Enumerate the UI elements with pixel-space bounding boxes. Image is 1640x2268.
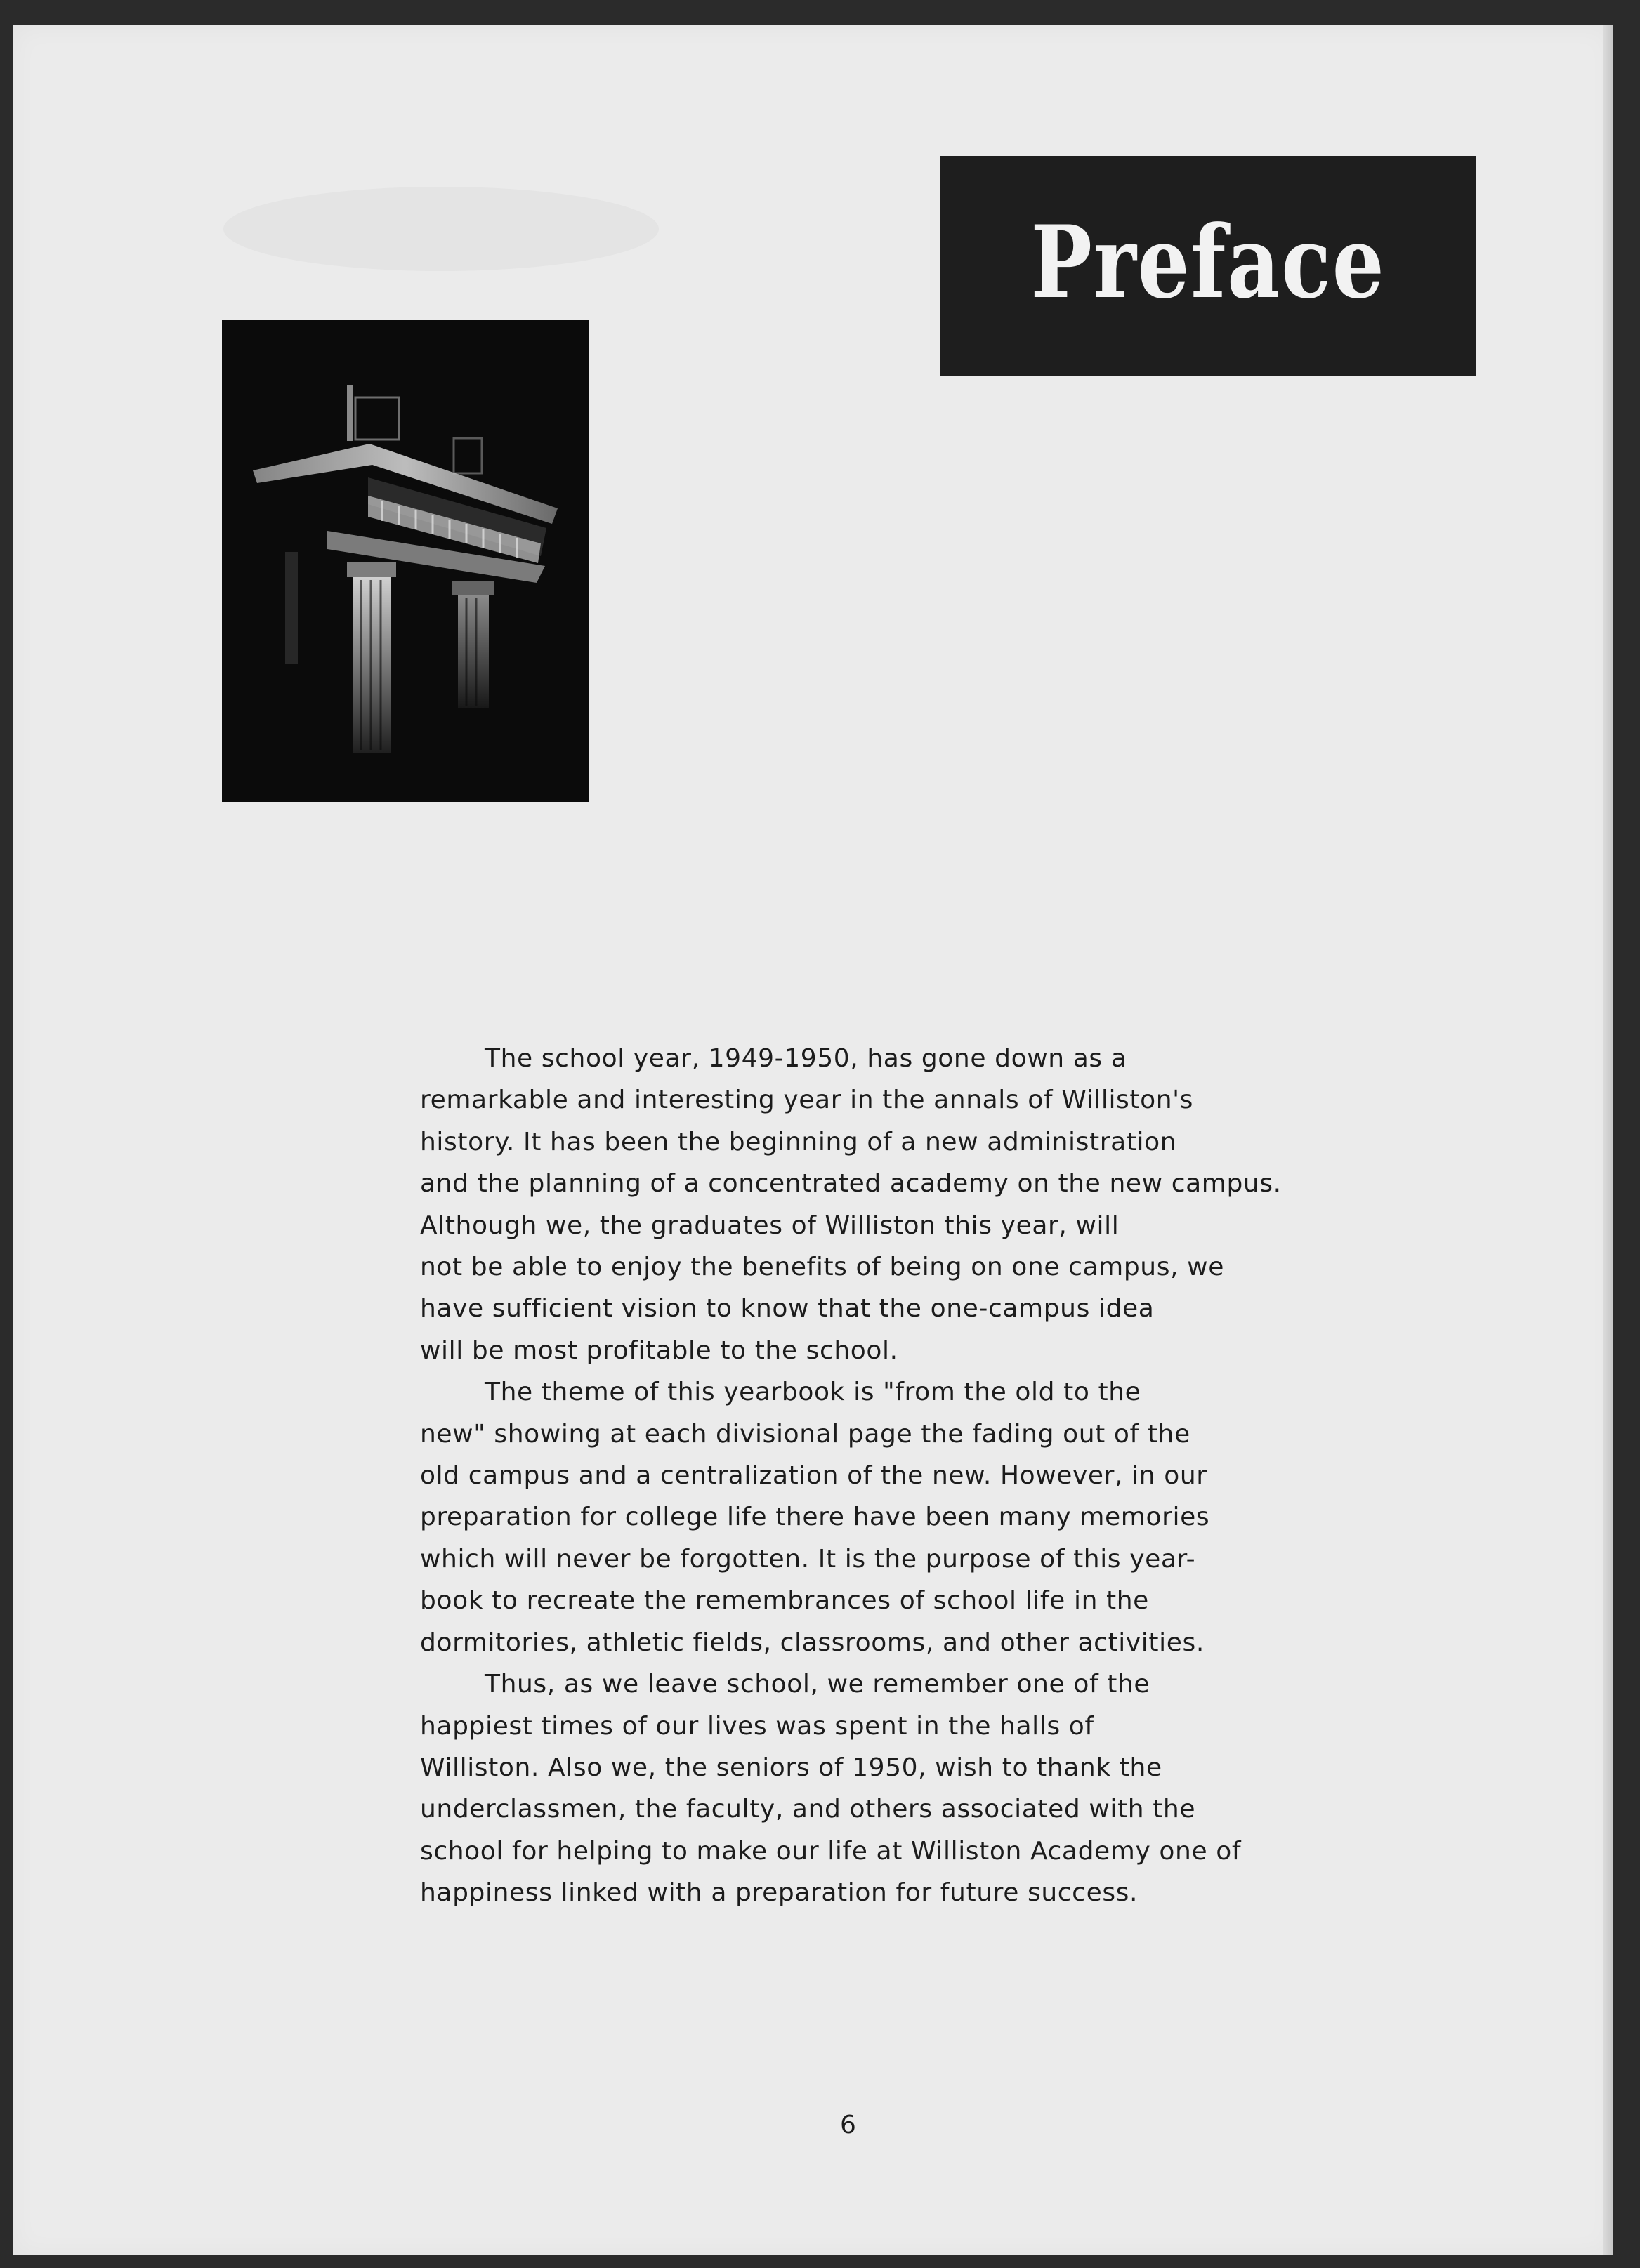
title-banner (940, 156, 1476, 376)
paper-smudge (223, 187, 659, 271)
text-line: old campus and a centralization of the new. However, in our (420, 1461, 1207, 1491)
text-line: underclassmen, the faculty, and others associated with the (420, 1795, 1196, 1824)
text-line: dormitories, athletic fields, classrooms, and other activities. (420, 1628, 1205, 1657)
text-line: will be most profitable to the school. (420, 1336, 898, 1365)
preface-body (420, 1038, 1305, 1914)
text-line: Thus, as we leave school, we remember one of the (485, 1670, 1150, 1699)
text-line: The theme of this yearbook is "from the old to the (485, 1378, 1141, 1407)
text-line: which will never be forgotten. It is the purpose of this year- (420, 1544, 1196, 1574)
text-line: school for helping to make our life at Williston Academy one of (420, 1836, 1242, 1866)
text-line: not be able to enjoy the benefits of being on one campus, we (420, 1253, 1224, 1282)
text-line: happiness linked with a preparation for future success. (420, 1878, 1139, 1908)
text-line: book to recreate the remembrances of school life in the (420, 1586, 1149, 1616)
text-line: new" showing at each divisional page the fading out of the (420, 1419, 1190, 1449)
page-edge (1603, 25, 1613, 2255)
text-line: history. It has been the beginning of a new administration (420, 1127, 1177, 1156)
text-line: preparation for college life there have been many memories (420, 1503, 1210, 1532)
text-line: remarkable and interesting year in the annals of Williston's (420, 1086, 1194, 1115)
text-line: and the planning of a concentrated academy on the new campus. (420, 1169, 1282, 1199)
night-building-photo (222, 320, 589, 802)
page-title: Preface (1030, 204, 1386, 321)
text-line: happiest times of our lives was spent in the halls of (420, 1711, 1094, 1741)
text-line: have sufficient vision to know that the one-campus idea (420, 1294, 1155, 1324)
portico-illustration (222, 320, 589, 802)
page-number: 6 (840, 2111, 856, 2140)
text-line: Williston. Also we, the seniors of 1950, wish to thank the (420, 1753, 1162, 1782)
text-line: Although we, the graduates of Williston this year, will (420, 1211, 1120, 1240)
text-line: The school year, 1949-1950, has gone down as a (485, 1044, 1127, 1073)
